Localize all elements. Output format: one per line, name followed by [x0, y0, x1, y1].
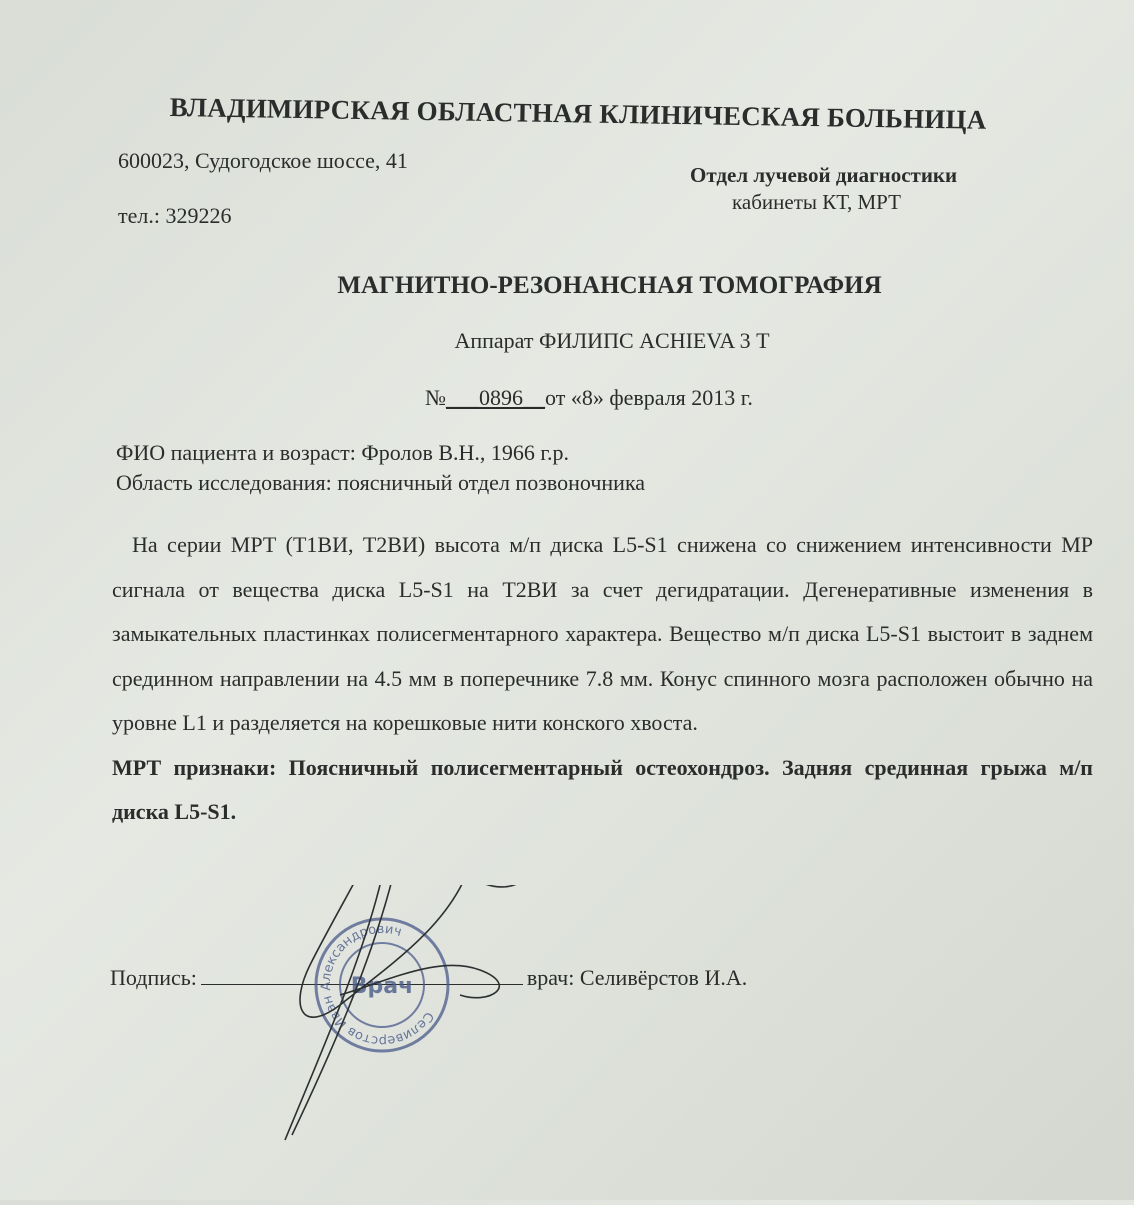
study-area: Область исследования: поясничный отдел позвоночника — [116, 470, 646, 495]
findings: На серии МРТ (Т1ВИ, Т2ВИ) высота м/п диска L5-S1 снижена со снижением интенсивности МР сигнала от вещества диска L5-S1 на Т2ВИ за счет дегидратации. Дегенеративные изменения в замыкательных пластинках полисегментарного характера. Вещество м/п диска L5-S1 выстоит в заднем срединном направлении на 4.5 мм в поперечнике 7.8 мм. Конус спинного мозга расположен обычно на уровне L1 и разделяется на корешковые нити конского хвоста. — [112, 532, 1093, 735]
doctor-stamp-and-signature — [280, 885, 600, 1205]
svg-text:Селиверстов Иван Александрович: Селиверстов Иван Александрович — [318, 921, 437, 1049]
svg-text:Врач: Врач — [350, 974, 414, 999]
patient-info: ФИО пациента и возраст: Фролов В.Н., 1966 г.р. — [116, 440, 569, 465]
number-prefix: № — [425, 385, 446, 410]
conclusion: МРТ признаки: Поясничный полисегментарный остеохондроз. Задняя срединная грыжа м/п диска L5-S1. — [112, 754, 1093, 824]
phone: тел.: 329226 — [118, 203, 232, 228]
signature-label: Подпись: — [110, 965, 197, 990]
report-number — [425, 385, 753, 411]
report-title: МАГНИТНО-РЕЗОНАНСНАЯ ТОМОГРАФИЯ — [337, 272, 882, 299]
hospital-name: ВЛАДИМИРСКАЯ ОБЛАСТНАЯ КЛИНИЧЕСКАЯ БОЛЬНИЦА — [169, 92, 987, 135]
address: 600023, Судогодское шоссе, 41 — [118, 148, 408, 173]
rooms: кабинеты КТ, МРТ — [732, 190, 901, 214]
department: Отдел лучевой диагностики — [690, 163, 958, 187]
doctor-name: врач: Селивёрстов И.А. — [526, 965, 748, 990]
device: Аппарат ФИЛИПС ACHIEVA 3 Т — [454, 328, 770, 353]
report-date: от «8» февраля 2013 г. — [545, 385, 753, 410]
report-body — [112, 523, 1093, 835]
number-value: ___0896__ — [446, 385, 545, 410]
